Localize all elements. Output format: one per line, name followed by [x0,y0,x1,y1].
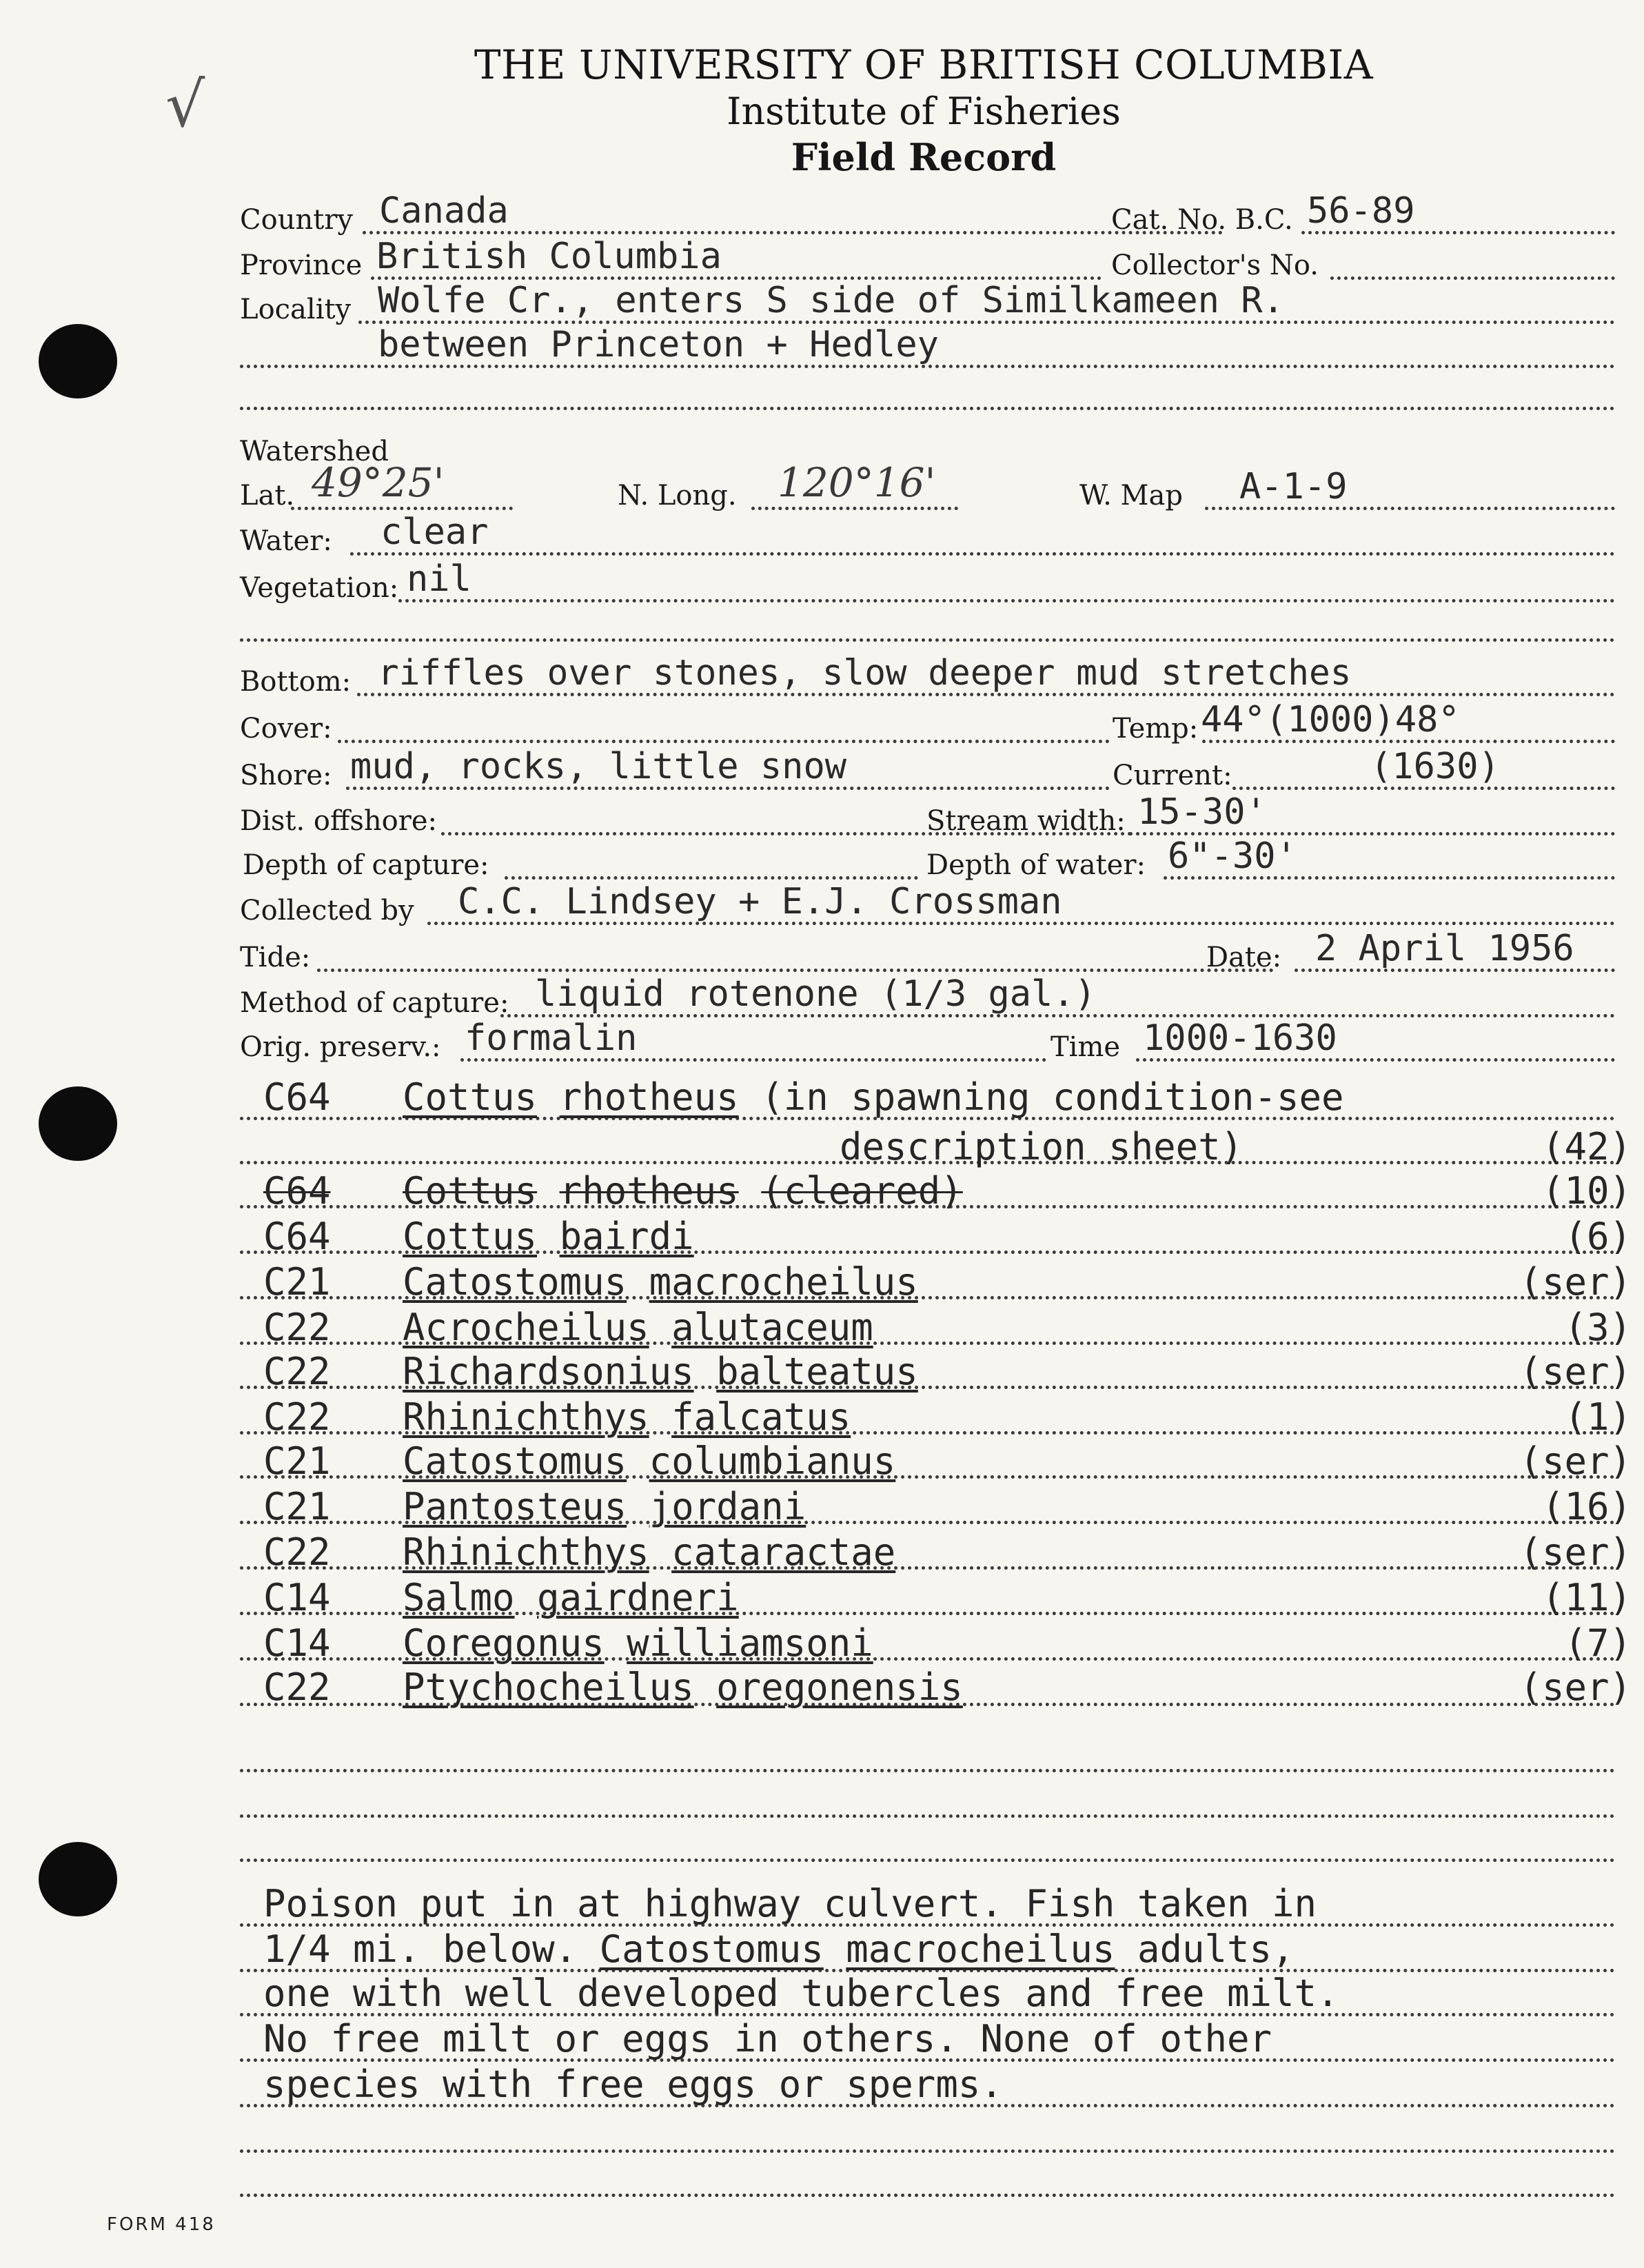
blank-line [240,638,1615,642]
species-name: Pantosteus jordani [403,1485,806,1528]
collected-by-row [240,881,1615,932]
species-code: C14 [263,1576,331,1619]
species-name: Cottus rhotheus (in spawning condition-see [403,1075,1344,1119]
stream-width-label: Stream width: [926,805,1126,837]
preserv-row [240,1017,1615,1069]
species-name: Richardsonius balteatus [403,1350,918,1393]
water-value: clear [380,512,489,553]
species-count: (ser) [1519,1350,1632,1393]
check-mark: √ [165,69,205,141]
note-line: species with free eggs or sperms. [263,2063,1003,2106]
species-code: C22 [263,1395,331,1439]
species-count: (ser) [1519,1665,1632,1709]
species-name: Rhinichthys falcatus [403,1395,851,1439]
depth-water-value: 6"-30' [1168,836,1297,877]
time-value: 1000-1630 [1143,1017,1337,1059]
depth-row [240,836,1615,887]
map-value: A-1-9 [1239,466,1348,507]
dist-offshore-row [240,791,1615,842]
species-code: C22 [263,1530,331,1574]
orig-preserv-value: formalin [465,1017,638,1059]
species-name: Cottus rhotheus (cleared) [403,1169,963,1213]
species-code: C21 [263,1439,331,1483]
species-extra: description sheet) [840,1125,1244,1168]
species-count: (16) [1541,1485,1632,1528]
form-number: FORM 418 [107,2214,216,2235]
country-label: Country [240,204,354,236]
species-count: (ser) [1519,1260,1632,1304]
species-code: C64 [263,1215,331,1258]
country-value: Canada [379,190,509,232]
species-name: Coregonus williamsoni [403,1621,873,1665]
tide-row [240,928,1639,979]
method-label: Method of capture: [240,987,509,1019]
time-label: Time [1051,1031,1121,1063]
date-label: Date: [1206,942,1282,973]
temp-value: 44°(1000)48° [1201,699,1460,740]
notes-line [240,2194,1615,2197]
species-count: (10) [1541,1169,1632,1213]
lat-value: 49°25' [312,459,445,506]
species-name: Catostomus macrocheilus [403,1260,918,1304]
species-count: (11) [1541,1576,1632,1619]
institute-title: Institute of Fisheries [727,90,1121,133]
species-code: C21 [263,1485,331,1528]
species-code: C22 [263,1665,331,1709]
locality-row-2 [240,324,1615,375]
species-code: C14 [263,1621,331,1665]
lat-long-row [240,459,1615,517]
species-count: (3) [1564,1306,1632,1349]
date-value: 2 April 1956 [1315,928,1574,969]
notes-line [240,2149,1615,2153]
w-map-label: W. Map [1079,480,1183,512]
species-name: Salmo gairdneri [403,1576,739,1619]
punch-hole [39,1086,117,1161]
bottom-label: Bottom: [240,666,352,698]
vegetation-label: Vegetation: [240,572,399,604]
water-row [240,512,1615,563]
species-code: C22 [263,1306,331,1349]
species-count: (ser) [1519,1530,1632,1574]
species-count: (1) [1564,1395,1632,1439]
bottom-value: riffles over stones, slow deeper mud stretches [378,653,1352,693]
method-row [240,973,1615,1024]
note-line: 1/4 mi. below. Catostomus macrocheilus adults, [263,1927,1295,1971]
province-value: British Columbia [376,236,722,277]
bottom-row [240,653,1639,703]
shore-value: mud, rocks, little snow [350,746,847,787]
collected-by-value: C.C. Lindsey + E.J. Crossman [458,881,1062,922]
vegetation-row [240,558,1615,609]
list-line [240,1769,1615,1772]
stream-width-value: 15-30' [1137,791,1267,833]
current-label: Current: [1113,760,1232,791]
watershed-label: Watershed [240,436,389,467]
lat-label: Lat. [240,480,295,512]
note-line: Poison put in at highway culvert. Fish taken in [263,1882,1317,1925]
depth-water-label: Depth of water: [926,849,1146,881]
species-name: Acrocheilus alutaceum [403,1306,873,1349]
species-count: (6) [1564,1215,1632,1258]
collector-no-label: Collector's No. [1111,250,1319,281]
tide-label: Tide: [240,942,311,973]
species-code: C64 [263,1075,331,1119]
list-line [240,1814,1615,1818]
temp-label: Temp: [1113,713,1199,745]
current-value: (1630) [1370,746,1500,787]
cat-no-value: 56-89 [1307,190,1415,232]
species-code: C21 [263,1260,331,1304]
species-name: Catostomus columbianus [403,1439,896,1483]
method-value: liquid rotenone (1/3 gal.) [535,973,1096,1015]
locality-value-2: between Princeton + Hedley [378,324,939,365]
note-line: No free milt or eggs in others. None of other [263,2017,1272,2061]
dist-offshore-label: Dist. offshore: [240,805,438,837]
species-count: (7) [1564,1621,1632,1665]
shore-row [240,746,1615,797]
species-count: (ser) [1519,1439,1632,1483]
record-title: Field Record [791,135,1057,179]
species-name: Cottus bairdi [403,1215,694,1258]
water-label: Water: [240,525,332,557]
depth-capture-label: Depth of capture: [243,849,489,881]
species-name: Rhinichthys cataractae [403,1530,896,1574]
locality-label: Locality [240,294,352,325]
collected-by-label: Collected by [240,895,414,927]
cat-no-label: Cat. No. B.C. [1111,204,1293,236]
university-title: THE UNIVERSITY OF BRITISH COLUMBIA [474,41,1374,88]
list-line [240,1859,1615,1862]
long-value: 120°16' [778,459,936,506]
country-row [240,190,1615,241]
species-code: C64 [263,1169,331,1213]
province-label: Province [240,250,363,281]
watershed-row [240,427,653,473]
shore-label: Shore: [240,760,332,791]
punch-hole [39,1842,117,1916]
vegetation-value: nil [407,558,471,600]
note-line: one with well developed tubercles and free milt. [263,1972,1339,2015]
blank-line [240,407,1615,410]
cover-label: Cover: [240,713,332,745]
locality-value-1: Wolfe Cr., enters S side of Similkameen R. [378,280,1284,321]
n-long-label: N. Long. [618,480,737,512]
orig-preserv-label: Orig. preserv.: [240,1031,441,1063]
species-code: C22 [263,1350,331,1393]
species-count: (42) [1541,1125,1632,1168]
species-name: Ptychocheilus oregonensis [403,1665,963,1709]
cover-row [240,699,1615,750]
punch-hole [39,324,117,398]
